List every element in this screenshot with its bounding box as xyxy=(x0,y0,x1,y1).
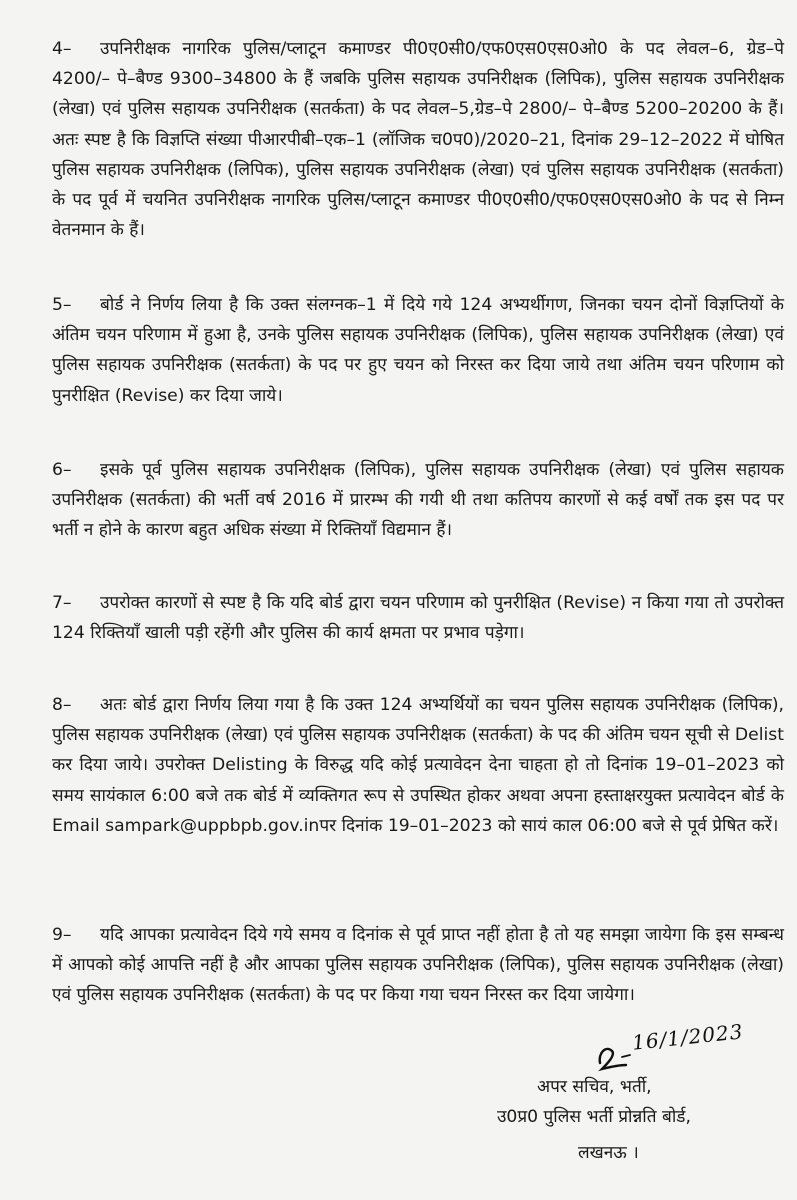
signatory-title: अपर सचिव, भर्ती, xyxy=(537,1077,652,1097)
paragraph-text: उपरोक्त कारणों से स्पष्ट है कि यदि बोर्ड द्वारा चयन परिणाम को पुनरीक्षित (Revise) न किया गया तो उपरोक्त 124 रिक्तियॉं खाली पड़ी रहेंगी और पुलिस की कार्य क्षमता पर प्रभाव पड़ेगा। xyxy=(52,593,784,644)
paragraph-number: 4– xyxy=(52,39,72,59)
paragraph-text: बोर्ड ने निर्णय लिया है कि उक्त संलग्नक–1 में दिये गये 124 अभ्यर्थीगण, जिनका चयन दोनों विज्ञप्तियों के अंतिम चयन परिणाम में हुआ है, उनके पुलिस सहायक उपनिरीक्षक (लिपिक), पुलिस सहायक उपनिरीक्षक (लेखा) एवं पुलिस सहायक उपनिरीक्षक (सतर्कता) के पद पर हुए चयन को निरस्त कर दिया जाये तथा अंतिम चयन परिणाम को पुनरीक्षित (Revise) कर दिया जाये। xyxy=(52,295,784,406)
paragraph-6 xyxy=(52,455,784,546)
signatory-city: लखनऊ । xyxy=(578,1143,639,1163)
paragraph-number: 9– xyxy=(52,925,72,945)
paragraph-number: 6– xyxy=(52,460,72,480)
paragraph-text: इसके पूर्व पुलिस सहायक उपनिरीक्षक (लिपिक), पुलिस सहायक उपनिरीक्षक (लेखा) एवं पुलिस सहायक उपनिरीक्षक (सतर्कता) की भर्ती वर्ष 2016 में प्रारम्भ की गयी थी तथा कतिपय कारणों से कई वर्षों तक इस पद पर भर्ती न होने के कारण बहुत अधिक संख्या में रिक्तियॉं विद्यमान हैं। xyxy=(52,460,784,541)
paragraph-9 xyxy=(52,920,784,1011)
handwritten-date: 16/1/2023 xyxy=(631,1019,745,1055)
paragraph-8 xyxy=(52,690,784,841)
paragraph-7 xyxy=(52,588,784,648)
paragraph-text: उपनिरीक्षक नागरिक पुलिस/प्लाटून कमाण्डर पी0ए0सी0/एफ0एस0एस0ओ0 के पद लेवल–6, ग्रेड–पे 4200/– पे–बैण्ड 9300–34800 के हैं जबकि पुलिस सहायक उपनिरीक्षक (लिपिक), पुलिस सहायक उपनिरीक्षक (लेखा) एवं पुलिस सहायक उपनिरीक्षक (सतर्कता) के पद लेवल–5,ग्रेड–पे 2800/– पे–बैण्ड 5200–20200 के हैं। अतः स्पष्ट है कि विज्ञप्ति संख्या पीआरपीबी–एक–1 (लॉजिक च0प0)/2020–21, दिनांक 29–12–2022 में घोषित पुलिस सहायक उपनिरीक्षक (लिपिक), पुलिस सहायक उपनिरीक्षक (लेखा) एवं पुलिस सहायक उपनिरीक्षक (सतर्कता) के पद पूर्व में चयनित उपनिरीक्षक नागरिक पुलिस/प्लाटून कमाण्डर पी0ए0सी0/एफ0एस0एस0ओ0 के पद से निम्न वेतनमान के हैं। xyxy=(52,39,784,241)
paragraph-5 xyxy=(52,290,784,411)
signatory-organization: उ0प्र0 पुलिस भर्ती प्रोन्नति बोर्ड, xyxy=(497,1107,691,1127)
paragraph-text: यदि आपका प्रत्यावेदन दिये गये समय व दिनांक से पूर्व प्राप्त नहीं होता है तो यह समझा जायेगा कि इस सम्बन्ध में आपको कोई आपत्ति नहीं है और आपका पुलिस सहायक उपनिरीक्षक (लिपिक), पुलिस सहायक उपनिरीक्षक (लेखा) एवं पुलिस सहायक उपनिरीक्षक (सतर्कता) के पद पर किया गया चयन निरस्त कर दिया जायेगा। xyxy=(52,925,784,1006)
paragraph-number: 7– xyxy=(52,593,72,613)
paragraph-4 xyxy=(52,34,784,245)
paragraph-number: 8– xyxy=(52,695,72,715)
paragraph-text: अतः बोर्ड द्वारा निर्णय लिया गया है कि उक्त 124 अभ्यर्थियों का चयन पुलिस सहायक उपनिरीक्षक (लिपिक), पुलिस सहायक उपनिरीक्षक (लेखा) एवं पुलिस सहायक उपनिरीक्षक (सतर्कता) के पद की अंतिम चयन सूची से Delist कर दिया जाये। उपरोक्त Delisting के विरुद्ध यदि कोई प्रत्यावेदन देना चाहता हो तो दिनांक 19–01–2023 को समय सायंकाल 6:00 बजे तक बोर्ड में व्यक्तिगत रूप से उपस्थित होकर अथवा अपना हस्ताक्षरयुक्त प्रत्यावेदन बोर्ड के Email sampark@uppbpb.gov.inपर दिनांक 19–01–2023 को सायं काल 06:00 बजे से पूर्व प्रेषित करें। xyxy=(52,695,784,836)
paragraph-number: 5– xyxy=(52,295,72,315)
